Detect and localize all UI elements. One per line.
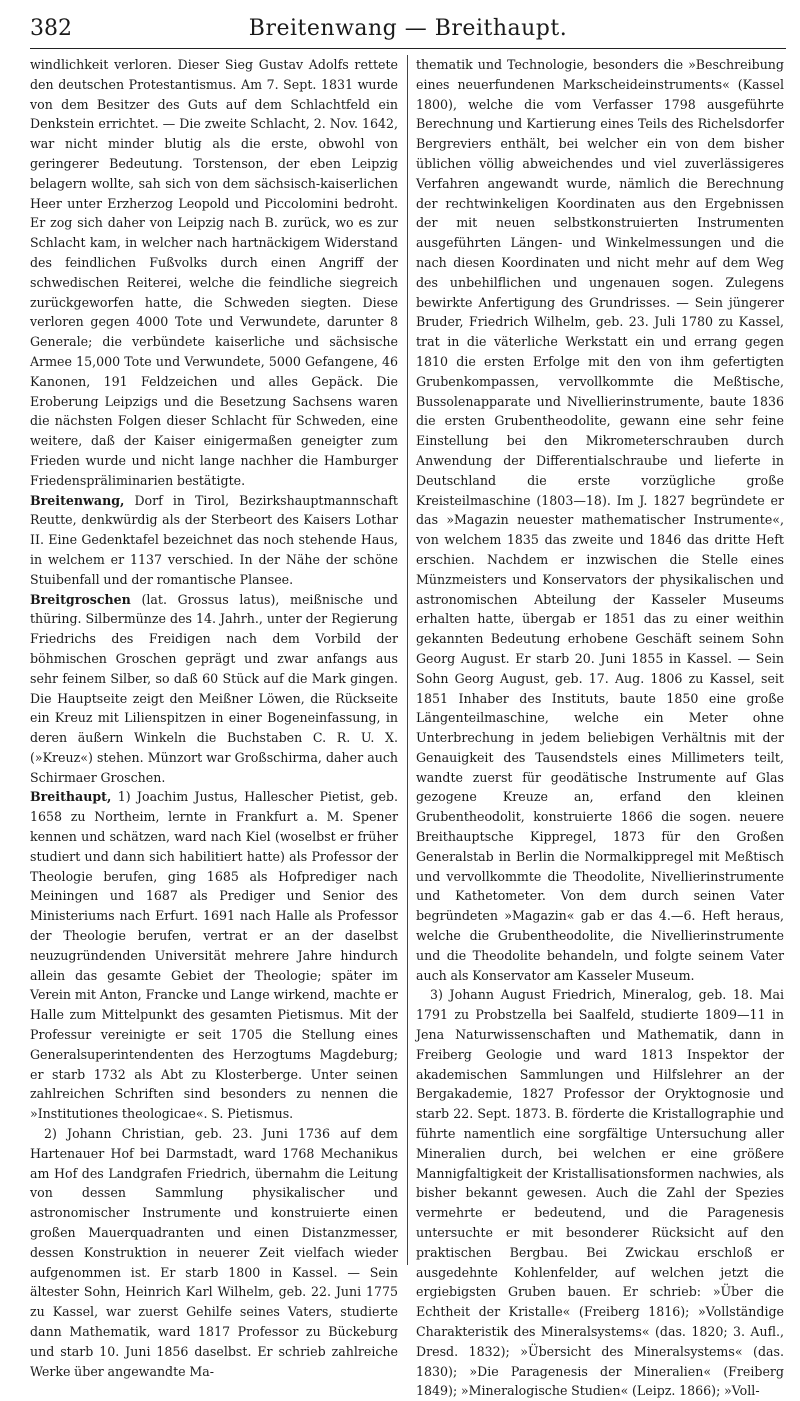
- right-column: [416, 55, 784, 1399]
- entry-lemma: Breitenwang,: [30, 492, 125, 508]
- page-number: 382: [30, 16, 72, 41]
- entry-lemma: Breitgroschen: [30, 591, 131, 607]
- column-divider: [407, 55, 408, 1265]
- running-title: Breitenwang — Breithaupt.: [248, 16, 568, 41]
- continuation-paragraph: thematik und Technologie, besonders die »Beschreibung eines neuerfundenen Markscheideinstruments« (Kassel 1800), welche die vom Verfasser 1798 ausgeführte Berechnung und Kartierung eines Teils des Richelsdorfer Bergreviers enthält, bei welcher ein von dem bisher üblichen völlig abweichendes und viel zuverlässigeres Verfahren angewandt wurde, nämlich die Berechnung der rechtwinkeligen Koordinaten aus den Ergebnissen der mit neuen selbstkonstruierten Instrumenten ausgeführten Längen- und Winkelmessungen und die nach diesen Koordinaten und nicht mehr auf dem Weg des unbehilflichen und ungenauen sogen. Zulegens bewirkte Anfertigung des Grundrisses. — Sein jüngerer Bruder, Friedrich Wilhelm, geb. 23. Juli 1780 zu Kassel, trat in die väterliche Werkstatt ein und errang gegen 1810 die ersten Erfolge mit den von ihm gefertigten Grubenkompassen, vervollkommte die Meßtische, Bussolenapparate und Nivellierinstrumente, baute 1836 die ersten Grubentheodolite, gewann eine sehr feine Einstellung bei den Mikrometerschrauben durch Anwendung der Differentialschraube und lieferte in Deutschland die erste vorzügliche große Kreisteilmaschine (1803—18). Im J. 1827 begründete er das »Magazin neuester mathematischer Instrumente«, von welchem 1835 das zweite und 1846 das dritte Heft erschien. Nachdem er inzwischen die Stelle eines Münzmeisters und Konservators der physikalischen und astronomischen Abteilung der Kasseler Museums erhalten hatte, übergab er 1851 das zu einer weithin gekannten Bedeutung erhobene Geschäft seinem Sohn Georg August. Er starb 20. Juni 1855 in Kassel. — Sein Sohn Georg August, geb. 17. Aug. 1806 zu Kassel, seit 1851 Inhaber des Instituts, baute 1850 eine große Längenteilmaschine, welche ein Meter ohne Unterbrechung in jedem beliebigen Verhältnis mit der Genauigkeit des Tausendstels eines Millimeters teilt, wandte zuerst für geodätische Instrumente auf Glas gezogene Kreuze an, erfand den kleinen Grubentheodolit, konstruierte 1866 die sogen. neuere Breithauptsche Kippregel, 1873 für den Großen Generalstab in Berlin die Normalkippregel mit Meßtisch und vervollkommte die Theodolite, Nivellierinstrumente und Kathetometer. Von dem durch seinen Vater begründeten »Magazin« gab er das 4.—6. Heft heraus, welche die Grubentheodolite, die Nivellierinstrumente und die Theodolite behandeln, und folgte seinem Vater auch als Konservator am Kasseler Museum.: [416, 57, 784, 983]
- entry-breitenwang: [30, 491, 398, 590]
- running-head: [30, 14, 786, 49]
- left-column: [30, 55, 398, 1379]
- entry-lemma: Breithaupt,: [30, 789, 112, 805]
- entry-breitgroschen: [30, 590, 398, 788]
- text-columns: [30, 55, 786, 1399]
- subentry-paragraph: 2) Johann Christian, geb. 23. Juni 1736 auf dem Hartenauer Hof bei Darmstadt, ward 1768 Mechanikus am Hof des Landgrafen Friedrich, übernahm die Leitung von dessen Sammlung physikalischer und astronomischer Instrumente und konstruierte einen großen Mauerquadranten und einen Distanzmesser, dessen Konstruktion in neuerer Zeit vielfach wieder aufgenommen ist. Er starb 1800 in Kassel. — Sein ältester Sohn, Heinrich Karl Wilhelm, geb. 22. Juni 1775 zu Kassel, war zuerst Gehilfe seines Vaters, studierte dann Mathematik, ward 1817 Professor zu Bückeburg und starb 10. Juni 1856 daselbst. Er schrieb zahlreiche Werke über angewandte Ma-: [30, 1126, 398, 1379]
- entry-text: (lat. Grossus latus), meißnische und thüring. Silbermünze des 14. Jahrh., unter der Regierung Friedrichs des Freidigen nach dem Vorbild der böhmischen Groschen geprägt und zwar anfangs aus sehr feinem Silber, so daß 60 Stück auf die Mark gingen. Die Hauptseite zeigt den Meißner Löwen, die Rückseite ein Kreuz mit Lilienspitzen in einer Bogeneinfassung, in deren äußern Winkeln die Buchstaben C. R. U. X. (»Kreuz«) stehen. Münzort war Großschirma, daher auch Schirmaer Groschen.: [30, 591, 398, 785]
- entry-text: Dorf in Tirol, Bezirkshauptmannschaft Reutte, denkwürdig als der Sterbeort des Kaisers Lothar II. Eine Gedenktafel bezeichnet das noch stehende Haus, in welchem er 1137 verschied. In der Nähe der schöne Stuibenfall und der romantische Plansee.: [30, 492, 398, 587]
- continuation-paragraph: windlichkeit verloren. Dieser Sieg Gustav Adolfs rettete den deutschen Protestantismus. Am 7. Sept. 1831 wurde von dem Besitzer des Guts auf dem Schlachtfeld ein Denkstein errichtet. — Die zweite Schlacht, 2. Nov. 1642, war nicht minder blutig als die erste, obwohl von geringerer Bedeutung. Torstenson, der eben Leipzig belagern wollte, sah sich von dem sächsisch-kaiserlichen Heer unter Erzherzog Leopold und Piccolomini bedroht. Er zog sich daher von Leipzig nach B. zurück, wo es zur Schlacht kam, in welcher nach hartnäckigem Widerstand des feindlichen Fußvolks durch einen Angriff der schwedischen Reiterei, welche die feindliche siegreich zurückgeworfen hatte, die Schweden siegten. Diese verloren gegen 4000 Tote und Verwundete, darunter 8 Generale; die verbündete kaiserliche und sächsische Armee 15,000 Tote und Verwundete, 5000 Gefangene, 46 Kanonen, 191 Feldzeichen und alles Gepäck. Die Eroberung Leipzigs und die Besetzung Sachsens waren die nächsten Folgen dieser Schlacht für Schweden, eine weitere, daß der Kaiser einigermaßen geneigter zum Frieden wurde und nicht lange nachher die Hamburger Friedenspräliminarien bestätigte.: [30, 57, 398, 488]
- entry-breithaupt: [30, 787, 398, 1124]
- entry-text: 1) Joachim Justus, Hallescher Pietist, geb. 1658 zu Northeim, lernte in Frankfurt a. M. Spener kennen und schätzen, ward nach Kiel (woselbst er früher studiert und dann sich habilitiert hatte) als Professor der Theologie berufen, ging 1685 als Hofprediger nach Meiningen und 1687 als Prediger und Senior des Ministeriums nach Erfurt. 1691 nach Halle als Professor der Theologie berufen, vertrat er an der daselbst neuzugründenden Universität mehrere Jahre hindurch allein das gesamte Gebiet der Theologie; später im Verein mit Anton, Francke und Lange wirkend, machte er Halle zum Mittelpunkt des gesamten Pietismus. Mit der Professur vereinigte er seit 1705 die Stellung eines Generalsuperintendenten des Herzogtums Magdeburg; er starb 1732 als Abt zu Klosterberge. Unter seinen zahlreichen Schriften sind besonders zu nennen die »Institutiones theologicae«. S. Pietismus.: [30, 789, 398, 1122]
- subentry-paragraph: 3) Johann August Friedrich, Mineralog, geb. 18. Mai 1791 zu Probstzella bei Saalfeld, studierte 1809—11 in Jena Naturwissenschaften und Mathematik, dann in Freiberg Geologie und ward 1813 Inspektor der akademischen Sammlungen und Hilfslehrer an der Bergakademie, 1827 Professor der Oryktognosie und starb 22. Sept. 1873. B. förderte die Kristallographie und führte namentlich eine sorgfältige Untersuchung aller Mineralien durch, bei welchen er eine größere Mannigfaltigkeit der Kristallisationsformen nachwies, als bisher bekannt gewesen. Auch die Zahl der Spezies vermehrte er bedeutend, und die Paragenesis untersuchte er mit besonderer Rücksicht auf den praktischen Bergbau. Bei Zwickau erschloß er ausgedehnte Kohlenfelder, auf welchen jetzt die ergiebigsten Gruben bauen. Er schrieb: »Über die Echtheit der Kristalle« (Freiberg 1816); »Vollständige Charakteristik des Mineralsystems« (das. 1820; 3. Aufl., Dresd. 1832); »Übersicht des Mineralsystems« (das. 1830); »Die Paragenesis der Mineralien« (Freiberg 1849); »Mineralogische Studien« (Leipz. 1866); »Voll-: [416, 987, 784, 1399]
